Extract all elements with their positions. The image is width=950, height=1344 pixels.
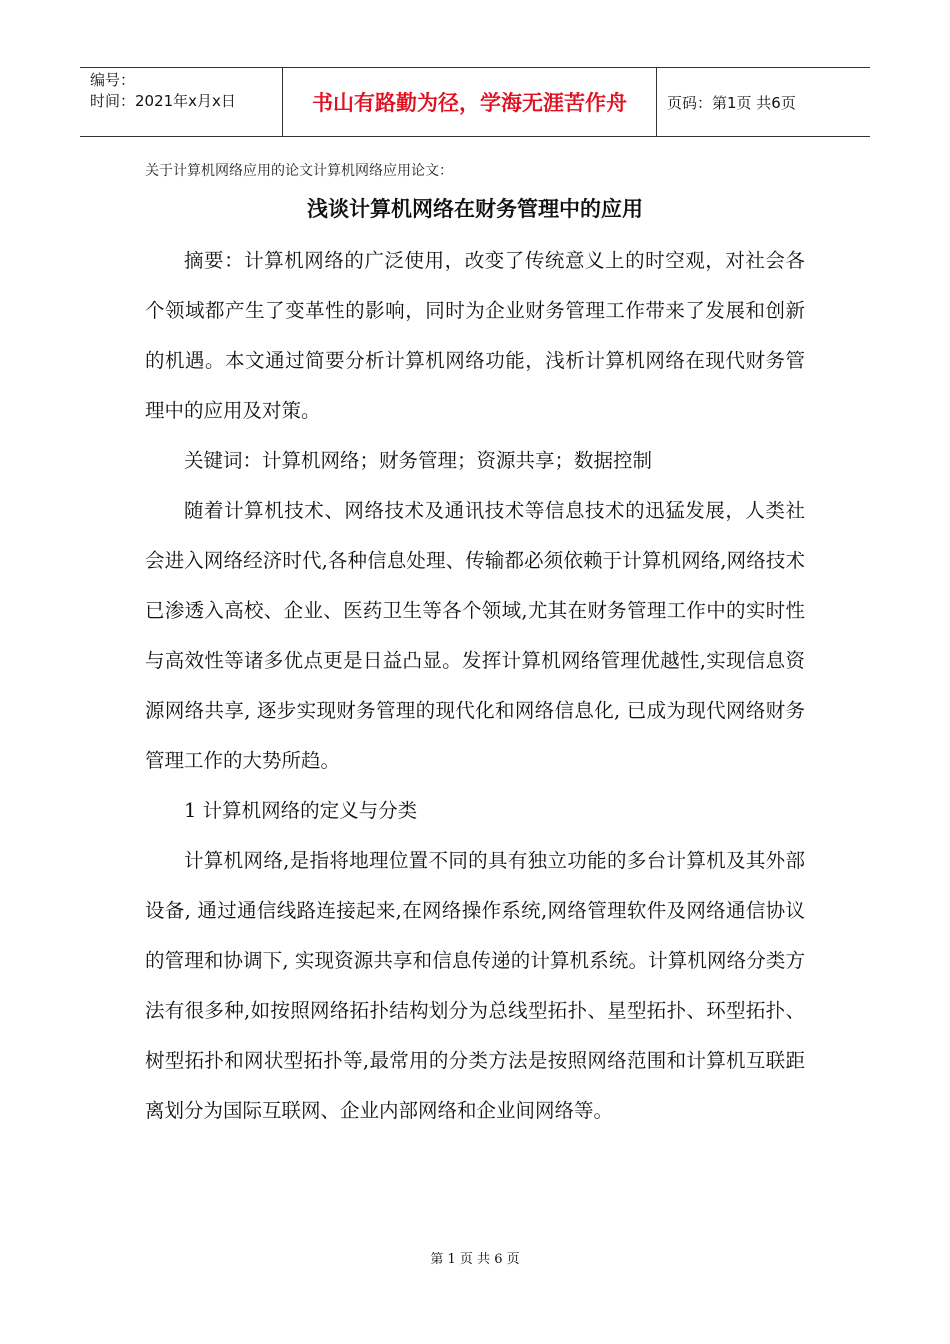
keywords-paragraph: 关键词：计算机网络；财务管理；资源共享；数据控制	[184, 449, 653, 472]
document-number-label: 编号：	[90, 71, 136, 89]
header-motto: 书山有路勤为径，学海无涯苦作舟	[282, 68, 657, 136]
abstract-paragraph: 摘要：计算机网络的广泛使用，改变了传统意义上的时空观，对社会各个领域都产生了变革性的影响，同时为企业财务管理工作带来了发展和创新的机遇。本文通过简要分析计算机网络功能，浅析计算机网络在现代财务管理中的应用及对策。	[145, 249, 805, 422]
article-body	[145, 236, 805, 1136]
document-date-label: 时间：2021年x月x日	[90, 92, 236, 110]
section-heading: 1 计算机网络的定义与分类	[184, 799, 418, 822]
body-paragraph: 计算机网络,是指将地理位置不同的具有独立功能的多台计算机及其外部设备, 通过通信线路连接起来,在网络操作系统,网络管理软件及网络通信协议的管理和协调下, 实现资源共享和信息传递的计算机系统。计算机网络分类方法有很多种,如按照网络拓扑结构划分为总线型拓扑、星型拓扑、环型拓扑、树型拓扑和网状型拓扑等,最常用的分类方法是按照网络范围和计算机互联距离划分为国际互联网、企业内部网络和企业间网络等。	[145, 849, 805, 1122]
header-meta	[80, 68, 282, 136]
preface-line: 关于计算机网络应用的论文计算机网络应用论文：	[145, 163, 453, 179]
header-page-info: 页码：第1页 共6页	[667, 93, 796, 112]
page-header	[80, 67, 870, 137]
article-title: 浅谈计算机网络在财务管理中的应用	[307, 197, 643, 221]
body-paragraph: 随着计算机技术、网络技术及通讯技术等信息技术的迅猛发展，人类社会进入网络经济时代,各种信息处理、传输都必须依赖于计算机网络,网络技术已渗透入高校、企业、医药卫生等各个领域,尤其在财务管理工作中的实时性与高效性等诸多优点更是日益凸显。发挥计算机网络管理优越性,实现信息资源网络共享, 逐步实现财务管理的现代化和网络信息化, 已成为现代网络财务管理工作的大势所趋。	[145, 499, 805, 772]
page-footer: 第 1 页 共 6 页	[430, 1252, 520, 1267]
